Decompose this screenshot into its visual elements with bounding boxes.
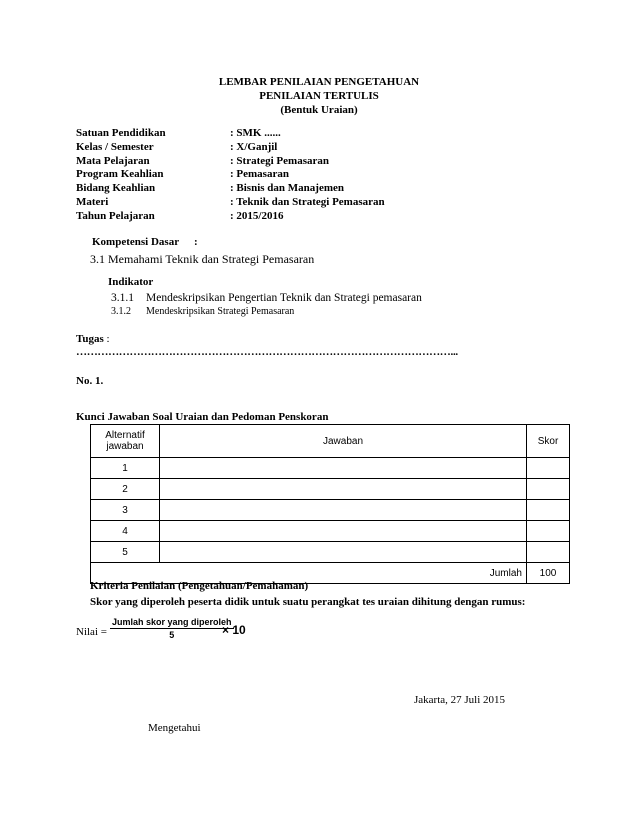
table-row — [91, 500, 570, 521]
skor-cell — [527, 458, 570, 479]
answer-key-title: Kunci Jawaban Soal Uraian dan Pedoman Penskoran — [76, 411, 329, 423]
kompetensi-colon: : — [194, 236, 198, 248]
info-label: Mata Pelajaran — [76, 155, 150, 167]
info-label: Materi — [76, 196, 109, 208]
formula-prefix: Nilai = — [76, 626, 107, 638]
info-label: Bidang Keahlian — [76, 182, 156, 194]
indikator-number: 3.1.1 — [111, 292, 134, 304]
skor-cell — [527, 521, 570, 542]
table-row — [91, 479, 570, 500]
formula-fraction — [110, 617, 234, 640]
criteria-description: Skor yang diperoleh peserta didik untuk suatu perangkat tes uraian dihitung dengan rumus: — [90, 596, 526, 608]
skor-cell — [527, 542, 570, 563]
kompetensi-item: 3.1 Memahami Teknik dan Strategi Pemasaran — [90, 252, 315, 266]
indikator-number: 3.1.2 — [111, 306, 131, 317]
formula-multiplier: × 10 — [222, 623, 246, 637]
info-value: : Teknik dan Strategi Pemasaran — [230, 196, 385, 208]
criteria-title: Kriteria Penilaian (Pengetahuan/Pemahaman) — [90, 580, 309, 592]
info-value: : Strategi Pemasaran — [230, 155, 329, 167]
header-jawaban: Jawaban — [160, 425, 527, 458]
row-number: 5 — [91, 542, 160, 563]
answer-key-table — [90, 424, 570, 584]
row-number: 2 — [91, 479, 160, 500]
row-number: 1 — [91, 458, 160, 479]
question-number: No. 1. — [76, 375, 104, 387]
jawaban-cell — [160, 542, 527, 563]
header-alternatif-line1: Alternatif — [105, 430, 145, 441]
table-row — [91, 458, 570, 479]
skor-cell — [527, 500, 570, 521]
indikator-label: Indikator — [108, 276, 154, 288]
indikator-text: Mendeskripsikan Pengertian Teknik dan Strategi pemasaran — [146, 292, 422, 304]
info-label: Kelas / Semester — [76, 141, 154, 153]
info-value: : Pemasaran — [230, 168, 289, 180]
formula-denominator: 5 — [169, 630, 175, 640]
tugas-label: Tugas — [76, 333, 104, 345]
info-label: Satuan Pendidikan — [76, 127, 166, 139]
info-value: : X/Ganjil — [230, 141, 278, 153]
jawaban-cell — [160, 500, 527, 521]
info-value: : 2015/2016 — [230, 210, 284, 222]
mengetahui-label: Mengetahui — [148, 722, 201, 734]
total-value: 100 — [527, 563, 570, 584]
table-row — [91, 542, 570, 563]
indikator-text: Mendeskripsikan Strategi Pemasaran — [146, 306, 295, 317]
jawaban-cell — [160, 479, 527, 500]
info-value: : SMK ...... — [230, 127, 281, 139]
row-number: 3 — [91, 500, 160, 521]
header-skor: Skor — [527, 425, 570, 458]
header-alternatif — [91, 425, 160, 458]
total-label: Jumlah — [91, 563, 527, 584]
document-subtitle: PENILAIAN TERTULIS — [259, 90, 379, 102]
kompetensi-label: Kompetensi Dasar — [92, 236, 180, 248]
document-form-type: (Bentuk Uraian) — [280, 104, 358, 116]
info-label: Program Keahlian — [76, 168, 164, 180]
formula-numerator: Jumlah skor yang diperoleh — [112, 617, 232, 627]
row-number: 4 — [91, 521, 160, 542]
jawaban-cell — [160, 521, 527, 542]
tugas-colon: : — [106, 333, 110, 345]
tugas-line — [76, 333, 110, 345]
table-row — [91, 521, 570, 542]
info-value: : Bisnis dan Manajemen — [230, 182, 344, 194]
header-alternatif-line2: jawaban — [106, 441, 144, 452]
table-header-row — [91, 425, 570, 458]
place-date: Jakarta, 27 Juli 2015 — [414, 694, 506, 706]
jawaban-cell — [160, 458, 527, 479]
info-label: Tahun Pelajaran — [76, 210, 155, 222]
tugas-dots: ……………………………………………………………………………………………... — [76, 346, 458, 358]
skor-cell — [527, 479, 570, 500]
document-title: LEMBAR PENILAIAN PENGETAHUAN — [218, 76, 420, 88]
